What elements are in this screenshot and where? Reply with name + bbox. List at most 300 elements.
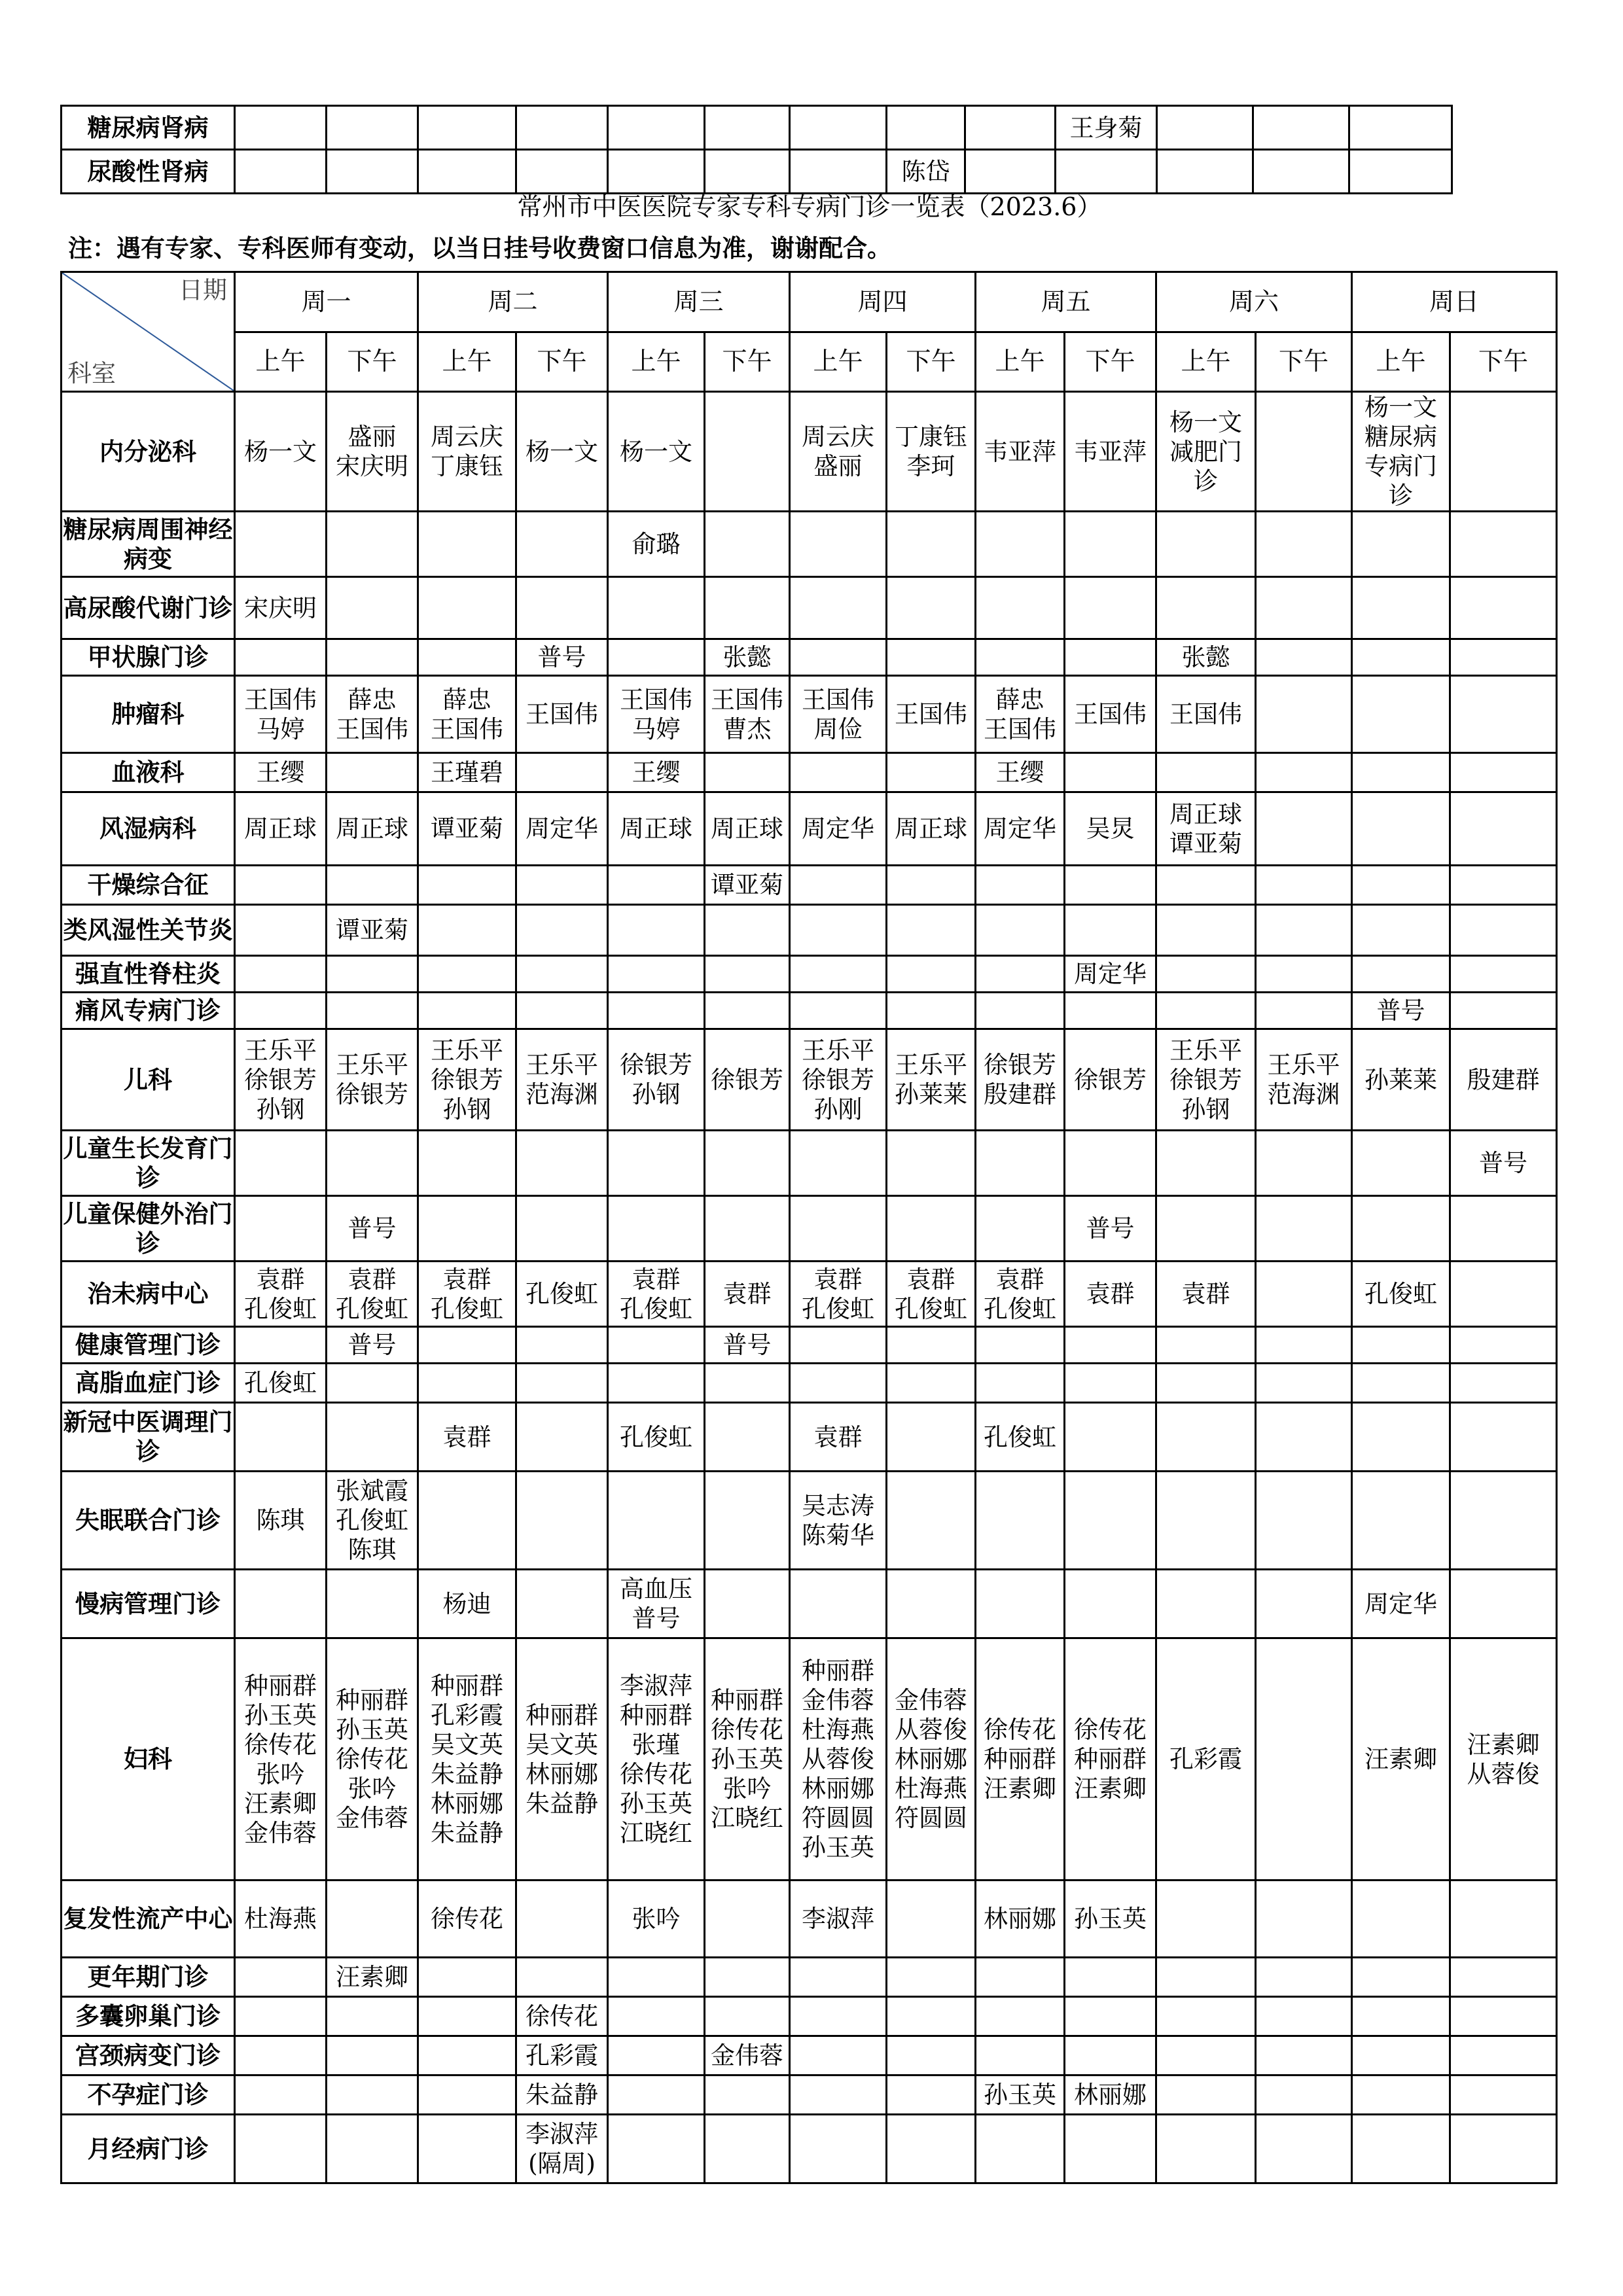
- half-day-header: 上午: [976, 332, 1065, 392]
- schedule-cell: [705, 1881, 790, 1958]
- schedule-cell: [1253, 150, 1349, 194]
- schedule-cell: 周正球: [608, 792, 705, 866]
- schedule-cell: [887, 866, 976, 905]
- schedule-cell: [1156, 1472, 1256, 1570]
- schedule-cell: [1156, 1131, 1256, 1196]
- schedule-cell: 吴志涛 陈菊华: [790, 1472, 887, 1570]
- schedule-cell: 徐银芳: [705, 1029, 790, 1131]
- schedule-cell: [705, 2075, 790, 2115]
- schedule-cell: 韦亚萍: [976, 392, 1065, 512]
- schedule-cell: [1157, 150, 1253, 194]
- schedule-cell: 王乐平 徐银芳: [327, 1029, 418, 1131]
- schedule-cell: 谭亚菊: [327, 905, 418, 956]
- schedule-cell: [705, 1570, 790, 1638]
- schedule-cell: [418, 577, 516, 639]
- schedule-cell: 丁康钰 李珂: [887, 392, 976, 512]
- schedule-cell: [790, 956, 887, 993]
- header-corner-cell: [62, 272, 235, 392]
- schedule-cell: [976, 577, 1065, 639]
- table-row: [62, 150, 1452, 194]
- schedule-cell: [1450, 676, 1557, 753]
- schedule-cell: 韦亚萍: [1065, 392, 1156, 512]
- schedule-cell: [1156, 1364, 1256, 1403]
- schedule-cell: 薛忠 王国伟: [327, 676, 418, 753]
- schedule-cell: [608, 1958, 705, 1997]
- half-day-header: 上午: [1352, 332, 1450, 392]
- schedule-cell: [516, 1364, 608, 1403]
- schedule-cell: [516, 512, 608, 577]
- schedule-cell: [1065, 905, 1156, 956]
- schedule-cell: 孔彩霞: [1156, 1638, 1256, 1881]
- schedule-cell: [1256, 993, 1352, 1029]
- schedule-cell: [887, 1570, 976, 1638]
- schedule-cell: [1352, 676, 1450, 753]
- schedule-cell: [976, 1196, 1065, 1262]
- schedule-cell: 周正球 谭亚菊: [1156, 792, 1256, 866]
- schedule-cell: [418, 1472, 516, 1570]
- schedule-cell: [705, 1403, 790, 1472]
- table-row: [62, 956, 1557, 993]
- schedule-cell: 孔彩霞: [516, 2036, 608, 2075]
- schedule-cell: [887, 1958, 976, 1997]
- schedule-cell: [608, 993, 705, 1029]
- schedule-cell: [608, 1997, 705, 2036]
- half-day-header: 下午: [1065, 332, 1156, 392]
- schedule-cell: [976, 1131, 1065, 1196]
- schedule-cell: [1056, 150, 1157, 194]
- schedule-cell: [790, 905, 887, 956]
- schedule-cell: 杨一文: [608, 392, 705, 512]
- schedule-cell: [976, 956, 1065, 993]
- dept-name: 高脂血症门诊: [62, 1364, 235, 1403]
- schedule-cell: [1256, 639, 1352, 676]
- schedule-cell: [327, 1131, 418, 1196]
- schedule-cell: [790, 993, 887, 1029]
- schedule-cell: 孔俊虹: [608, 1403, 705, 1472]
- schedule-cell: [608, 2115, 705, 2183]
- schedule-cell: 王乐平 徐银芳 孙钢: [1156, 1029, 1256, 1131]
- schedule-cell: 王国伟 马婷: [235, 676, 327, 753]
- table-row: [62, 905, 1557, 956]
- schedule-cell: 普号: [327, 1196, 418, 1262]
- schedule-cell: 孙玉英: [976, 2075, 1065, 2115]
- schedule-cell: [1450, 1997, 1557, 2036]
- schedule-cell: [790, 512, 887, 577]
- schedule-cell: 孙莱莱: [1352, 1029, 1450, 1131]
- schedule-cell: [235, 1958, 327, 1997]
- schedule-cell: 张吟: [608, 1881, 705, 1958]
- schedule-cell: [516, 577, 608, 639]
- schedule-cell: [887, 1131, 976, 1196]
- dept-name: 复发性流产中心: [62, 1881, 235, 1958]
- schedule-cell: [327, 106, 418, 150]
- schedule-cell: [1352, 1881, 1450, 1958]
- schedule-cell: [1156, 577, 1256, 639]
- schedule-cell: [1352, 2115, 1450, 2183]
- schedule-cell: [516, 1958, 608, 1997]
- schedule-cell: [327, 512, 418, 577]
- schedule-cell: [418, 866, 516, 905]
- dept-label: 科室: [67, 359, 116, 387]
- schedule-cell: [790, 639, 887, 676]
- schedule-cell: [1065, 577, 1156, 639]
- schedule-cell: [887, 1327, 976, 1364]
- dept-name: 多囊卵巢门诊: [62, 1997, 235, 2036]
- schedule-cell: [1450, 1958, 1557, 1997]
- schedule-cell: 盛丽 宋庆明: [327, 392, 418, 512]
- table-row: [62, 2115, 1557, 2183]
- table-row: [62, 866, 1557, 905]
- schedule-cell: [705, 1958, 790, 1997]
- clinic-schedule-table: [60, 271, 1558, 2184]
- schedule-cell: 杨一文: [235, 392, 327, 512]
- schedule-cell: [608, 1327, 705, 1364]
- schedule-cell: [1156, 905, 1256, 956]
- schedule-cell: [608, 1364, 705, 1403]
- dept-name: 干燥综合征: [62, 866, 235, 905]
- schedule-cell: [1156, 993, 1256, 1029]
- dept-name: 不孕症门诊: [62, 2075, 235, 2115]
- half-day-header: 下午: [327, 332, 418, 392]
- table-row: [62, 1570, 1557, 1638]
- table-row: [62, 392, 1557, 512]
- schedule-cell: [965, 150, 1056, 194]
- schedule-cell: [887, 993, 976, 1029]
- schedule-cell: 周定华: [790, 792, 887, 866]
- schedule-cell: 王瑾碧: [418, 753, 516, 792]
- dept-name: 儿科: [62, 1029, 235, 1131]
- schedule-cell: [418, 150, 516, 194]
- schedule-cell: [608, 106, 705, 150]
- schedule-cell: [1352, 1131, 1450, 1196]
- schedule-cell: [327, 956, 418, 993]
- dept-name: 血液科: [62, 753, 235, 792]
- schedule-cell: [976, 1958, 1065, 1997]
- schedule-cell: 张斌霞 孔俊虹 陈琪: [327, 1472, 418, 1570]
- schedule-cell: [1352, 1327, 1450, 1364]
- table-row: [62, 753, 1557, 792]
- schedule-cell: [976, 512, 1065, 577]
- schedule-cell: 杨一文: [516, 392, 608, 512]
- schedule-cell: [1450, 2036, 1557, 2075]
- schedule-cell: [790, 1958, 887, 1997]
- schedule-cell: 袁群: [418, 1403, 516, 1472]
- schedule-cell: [327, 2036, 418, 2075]
- schedule-cell: [235, 639, 327, 676]
- schedule-cell: [1065, 866, 1156, 905]
- table-row: [62, 1958, 1557, 1997]
- schedule-cell: 袁群: [1156, 1262, 1256, 1327]
- schedule-cell: 普号: [516, 639, 608, 676]
- schedule-cell: [976, 866, 1065, 905]
- schedule-cell: [1256, 956, 1352, 993]
- schedule-cell: [1256, 1997, 1352, 2036]
- table-row: [62, 1196, 1557, 1262]
- schedule-cell: [608, 2075, 705, 2115]
- schedule-cell: [1256, 1958, 1352, 1997]
- schedule-cell: [1256, 1638, 1352, 1881]
- schedule-cell: 袁群 孔俊虹: [790, 1262, 887, 1327]
- date-label: 日期: [179, 276, 227, 304]
- schedule-cell: 周定华: [1352, 1570, 1450, 1638]
- dept-name: 肿瘤科: [62, 676, 235, 753]
- schedule-cell: [1352, 1196, 1450, 1262]
- schedule-cell: [608, 150, 705, 194]
- schedule-cell: [1352, 753, 1450, 792]
- schedule-cell: [976, 1997, 1065, 2036]
- schedule-cell: 王国伟: [887, 676, 976, 753]
- schedule-cell: [516, 1327, 608, 1364]
- schedule-cell: [1352, 577, 1450, 639]
- schedule-cell: [1450, 905, 1557, 956]
- table-row: [62, 2075, 1557, 2115]
- schedule-cell: 徐银芳 孙钢: [608, 1029, 705, 1131]
- schedule-cell: [1352, 905, 1450, 956]
- schedule-cell: [976, 1327, 1065, 1364]
- table-row: [62, 1327, 1557, 1364]
- schedule-cell: 袁群 孔俊虹: [976, 1262, 1065, 1327]
- schedule-cell: 王乐平 徐银芳 孙钢: [418, 1029, 516, 1131]
- schedule-cell: [705, 577, 790, 639]
- schedule-cell: [1065, 1997, 1156, 2036]
- schedule-cell: 王国伟 马婷: [608, 676, 705, 753]
- schedule-cell: [327, 866, 418, 905]
- schedule-cell: 徐传花: [516, 1997, 608, 2036]
- schedule-cell: 袁群 孔俊虹: [887, 1262, 976, 1327]
- half-day-header: 下午: [705, 332, 790, 392]
- dept-name: 妇科: [62, 1638, 235, 1881]
- schedule-cell: 袁群 孔俊虹: [608, 1262, 705, 1327]
- schedule-cell: [1352, 1364, 1450, 1403]
- schedule-cell: [1065, 1364, 1156, 1403]
- schedule-cell: [887, 956, 976, 993]
- schedule-cell: 俞璐: [608, 512, 705, 577]
- schedule-cell: [1156, 866, 1256, 905]
- schedule-cell: [1352, 2075, 1450, 2115]
- schedule-cell: [790, 1327, 887, 1364]
- dept-name: 更年期门诊: [62, 1958, 235, 1997]
- schedule-cell: 孙玉英: [1065, 1881, 1156, 1958]
- schedule-cell: [790, 1196, 887, 1262]
- schedule-cell: [1065, 1570, 1156, 1638]
- schedule-cell: [608, 866, 705, 905]
- dept-name: 高尿酸代谢门诊: [62, 577, 235, 639]
- schedule-cell: [705, 392, 790, 512]
- schedule-cell: [1065, 993, 1156, 1029]
- schedule-cell: 杨一文 减肥门 诊: [1156, 392, 1256, 512]
- schedule-cell: [608, 956, 705, 993]
- table-row: [62, 1364, 1557, 1403]
- page-title: 常州市中医医院专家专科专病门诊一览表（2023.6）: [517, 192, 1102, 221]
- schedule-cell: [418, 106, 516, 150]
- schedule-cell: [516, 106, 608, 150]
- schedule-cell: [1065, 639, 1156, 676]
- schedule-cell: [327, 577, 418, 639]
- schedule-cell: 谭亚菊: [705, 866, 790, 905]
- table-row: [62, 1262, 1557, 1327]
- schedule-cell: 种丽群 孙玉英 徐传花 张吟 汪素卿 金伟蓉: [235, 1638, 327, 1881]
- schedule-cell: [516, 1131, 608, 1196]
- schedule-cell: [1256, 1570, 1352, 1638]
- dept-name: 失眠联合门诊: [62, 1472, 235, 1570]
- schedule-cell: 宋庆明: [235, 577, 327, 639]
- schedule-cell: 王缨: [608, 753, 705, 792]
- top-continuation-table: [60, 105, 1453, 194]
- schedule-cell: [790, 577, 887, 639]
- schedule-cell: [1256, 2036, 1352, 2075]
- schedule-cell: 汪素卿: [327, 1958, 418, 1997]
- schedule-cell: [418, 1196, 516, 1262]
- schedule-cell: [235, 1570, 327, 1638]
- schedule-cell: [1156, 2075, 1256, 2115]
- schedule-cell: 金伟蓉 从蓉俊 林丽娜 杜海燕 符圆圆: [887, 1638, 976, 1881]
- schedule-cell: [976, 1472, 1065, 1570]
- schedule-cell: 薛忠 王国伟: [418, 676, 516, 753]
- schedule-cell: [1450, 1570, 1557, 1638]
- day-header: 周一: [235, 272, 418, 332]
- schedule-cell: [235, 866, 327, 905]
- schedule-cell: 王缨: [235, 753, 327, 792]
- schedule-cell: [705, 1364, 790, 1403]
- schedule-cell: [887, 1403, 976, 1472]
- schedule-cell: 徐传花 种丽群 汪素卿: [976, 1638, 1065, 1881]
- half-day-header: 上午: [608, 332, 705, 392]
- schedule-cell: 袁群: [790, 1403, 887, 1472]
- schedule-cell: [327, 1364, 418, 1403]
- schedule-cell: 李淑萍: [790, 1881, 887, 1958]
- schedule-cell: 王乐平 范海渊: [516, 1029, 608, 1131]
- schedule-cell: 张懿: [1156, 639, 1256, 676]
- schedule-cell: [790, 2075, 887, 2115]
- schedule-cell: [887, 2036, 976, 2075]
- schedule-cell: [705, 1196, 790, 1262]
- schedule-cell: [235, 993, 327, 1029]
- table-row: [62, 577, 1557, 639]
- schedule-cell: 汪素卿: [1352, 1638, 1450, 1881]
- schedule-cell: [1352, 792, 1450, 866]
- schedule-cell: [1256, 2075, 1352, 2115]
- schedule-cell: [1256, 866, 1352, 905]
- dept-name: 痛风专病门诊: [62, 993, 235, 1029]
- half-day-header: 下午: [516, 332, 608, 392]
- schedule-cell: [1256, 792, 1352, 866]
- schedule-cell: [418, 956, 516, 993]
- schedule-cell: 王乐平 孙莱莱: [887, 1029, 976, 1131]
- day-header: 周五: [976, 272, 1156, 332]
- schedule-cell: [976, 1570, 1065, 1638]
- schedule-cell: [516, 753, 608, 792]
- schedule-cell: [1065, 1403, 1156, 1472]
- schedule-cell: [790, 2036, 887, 2075]
- table-row: [62, 1997, 1557, 2036]
- schedule-cell: 王乐平 徐银芳 孙刚: [790, 1029, 887, 1131]
- schedule-cell: 薛忠 王国伟: [976, 676, 1065, 753]
- schedule-cell: 普号: [327, 1327, 418, 1364]
- schedule-cell: 王乐平 范海渊: [1256, 1029, 1352, 1131]
- schedule-cell: [1256, 1364, 1352, 1403]
- schedule-cell: [705, 1131, 790, 1196]
- schedule-cell: [516, 1881, 608, 1958]
- schedule-cell: [1256, 1131, 1352, 1196]
- schedule-cell: [1352, 2036, 1450, 2075]
- schedule-cell: [1349, 106, 1452, 150]
- schedule-cell: [235, 956, 327, 993]
- schedule-cell: 王缨: [976, 753, 1065, 792]
- schedule-cell: [887, 1364, 976, 1403]
- schedule-cell: 种丽群 吴文英 林丽娜 朱益静: [516, 1638, 608, 1881]
- schedule-cell: 王国伟: [516, 676, 608, 753]
- schedule-cell: [608, 1131, 705, 1196]
- schedule-cell: [1156, 1570, 1256, 1638]
- schedule-cell: 王国伟 曹杰: [705, 676, 790, 753]
- schedule-cell: 高血压 普号: [608, 1570, 705, 1638]
- schedule-cell: [976, 2115, 1065, 2183]
- schedule-cell: [887, 905, 976, 956]
- dept-name: 儿童生长发育门诊: [62, 1131, 235, 1196]
- dept-name: 糖尿病肾病: [62, 106, 235, 150]
- schedule-cell: [418, 1364, 516, 1403]
- schedule-cell: [1256, 1403, 1352, 1472]
- schedule-cell: [327, 2075, 418, 2115]
- half-day-header: 上午: [790, 332, 887, 392]
- schedule-cell: [1450, 577, 1557, 639]
- schedule-cell: [705, 512, 790, 577]
- schedule-cell: [976, 993, 1065, 1029]
- schedule-cell: [418, 1997, 516, 2036]
- schedule-cell: [1450, 2115, 1557, 2183]
- schedule-cell: [1256, 753, 1352, 792]
- schedule-cell: [1352, 1472, 1450, 1570]
- schedule-cell: [516, 905, 608, 956]
- schedule-cell: [327, 150, 418, 194]
- schedule-cell: 徐传花 种丽群 汪素卿: [1065, 1638, 1156, 1881]
- table-row: [62, 2036, 1557, 2075]
- half-day-header: 上午: [235, 332, 327, 392]
- schedule-cell: [235, 2036, 327, 2075]
- schedule-cell: [887, 753, 976, 792]
- schedule-cell: [705, 106, 790, 150]
- schedule-cell: [1256, 676, 1352, 753]
- schedule-cell: [705, 956, 790, 993]
- schedule-cell: [1256, 1881, 1352, 1958]
- schedule-cell: [790, 753, 887, 792]
- schedule-cell: 李淑萍 种丽群 张瑾 徐传花 孙玉英 江晓红: [608, 1638, 705, 1881]
- schedule-cell: [705, 753, 790, 792]
- schedule-cell: [1450, 1403, 1557, 1472]
- schedule-cell: 陈琪: [235, 1472, 327, 1570]
- schedule-cell: [887, 639, 976, 676]
- table-row: [62, 512, 1557, 577]
- schedule-cell: [235, 1327, 327, 1364]
- schedule-cell: [608, 905, 705, 956]
- schedule-cell: [235, 106, 327, 150]
- schedule-cell: [1256, 577, 1352, 639]
- dept-name: 慢病管理门诊: [62, 1570, 235, 1638]
- schedule-cell: 袁群: [705, 1262, 790, 1327]
- schedule-cell: [516, 1472, 608, 1570]
- schedule-cell: [965, 106, 1056, 150]
- schedule-cell: [516, 956, 608, 993]
- schedule-cell: 孔俊虹: [516, 1262, 608, 1327]
- schedule-cell: [790, 106, 887, 150]
- schedule-cell: 王国伟: [1065, 676, 1156, 753]
- schedule-cell: 殷建群: [1450, 1029, 1557, 1131]
- schedule-cell: 孔俊虹: [976, 1403, 1065, 1472]
- schedule-cell: [1450, 956, 1557, 993]
- schedule-cell: [235, 2115, 327, 2183]
- schedule-cell: [1450, 792, 1557, 866]
- schedule-cell: 王国伟 周俭: [790, 676, 887, 753]
